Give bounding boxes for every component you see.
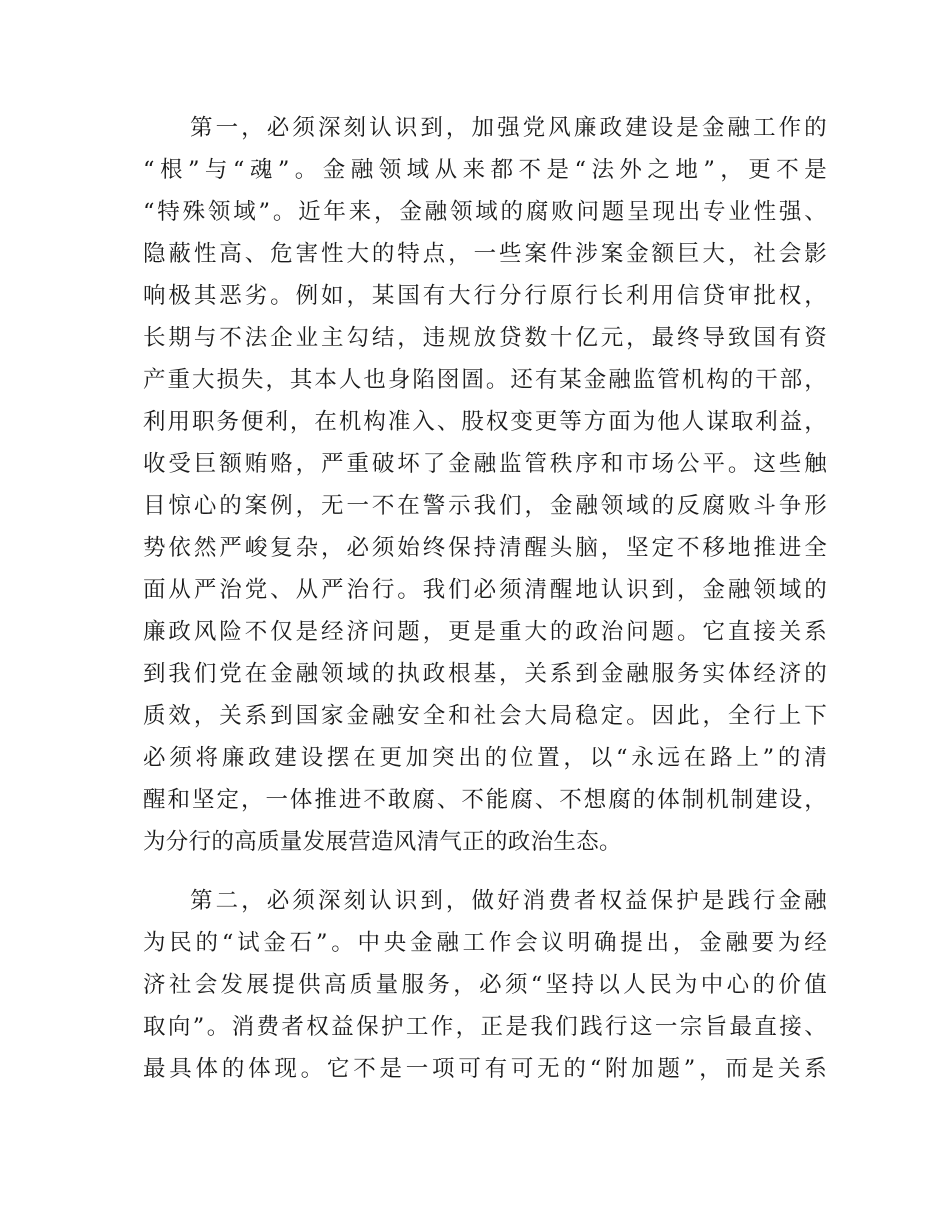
paragraph-line: 必须将廉政建设摆在更加突出的位置，以“永远在路上”的清 — [143, 745, 827, 771]
paragraph-line: 质效，关系到国家金融安全和社会大局稳定。因此，全行上下 — [143, 703, 827, 729]
paragraph-line: 响极其恶劣。例如，某国有大行分行原行长利用信贷审批权， — [143, 283, 827, 309]
paragraph-consumer-protection — [143, 880, 827, 1090]
paragraph-line: 到我们党在金融领域的执政根基，关系到金融服务实体经济的 — [143, 661, 827, 687]
paragraph-line: 第二，必须深刻认识到，做好消费者权益保护是践行金融 — [190, 888, 827, 914]
paragraph-line: 最具体的体现。它不是一项可有可无的“附加题”，而是关系 — [143, 1056, 827, 1082]
paragraph-line: 目惊心的案例，无一不在警示我们，金融领域的反腐败斗争形 — [143, 493, 827, 519]
paragraph-line: 收受巨额贿赂，严重破坏了金融监管秩序和市场公平。这些触 — [143, 451, 827, 477]
paragraph-line: 隐蔽性高、危害性大的特点，一些案件涉案金额巨大，社会影 — [143, 241, 827, 267]
paragraph-line: 为分行的高质量发展营造风清气正的政治生态。 — [143, 829, 622, 855]
paragraph-line: 为民的“试金石”。中央金融工作会议明确提出，金融要为经 — [143, 930, 827, 956]
paragraph-line: 取向”。消费者权益保护工作，正是我们践行这一宗旨最直接、 — [143, 1014, 827, 1040]
paragraph-line: 醒和坚定，一体推进不敢腐、不能腐、不想腐的体制机制建设， — [143, 787, 827, 813]
paragraph-line: 势依然严峻复杂，必须始终保持清醒头脑，坚定不移地推进全 — [143, 535, 827, 561]
paragraph-line: 廉政风险不仅是经济问题，更是重大的政治问题。它直接关系 — [143, 619, 827, 645]
paragraph-line: 面从严治党、从严治行。我们必须清醒地认识到，金融领域的 — [143, 577, 827, 603]
paragraph-line: 产重大损失，其本人也身陷囹圄。还有某金融监管机构的干部， — [143, 367, 827, 393]
paragraph-line: 长期与不法企业主勾结，违规放贷数十亿元，最终导致国有资 — [143, 325, 827, 351]
paragraph-line: “特殊领域”。近年来，金融领域的腐败问题呈现出专业性强、 — [143, 199, 827, 225]
paragraph-line: 利用职务便利，在机构准入、股权变更等方面为他人谋取利益， — [143, 409, 827, 435]
paragraph-party-integrity — [143, 107, 827, 863]
paragraph-line: “根”与“魂”。金融领域从来都不是“法外之地”，更不是 — [143, 157, 827, 183]
paragraph-line: 济社会发展提供高质量服务，必须“坚持以人民为中心的价值 — [143, 972, 827, 998]
paragraph-line: 第一，必须深刻认识到，加强党风廉政建设是金融工作的 — [190, 115, 827, 141]
